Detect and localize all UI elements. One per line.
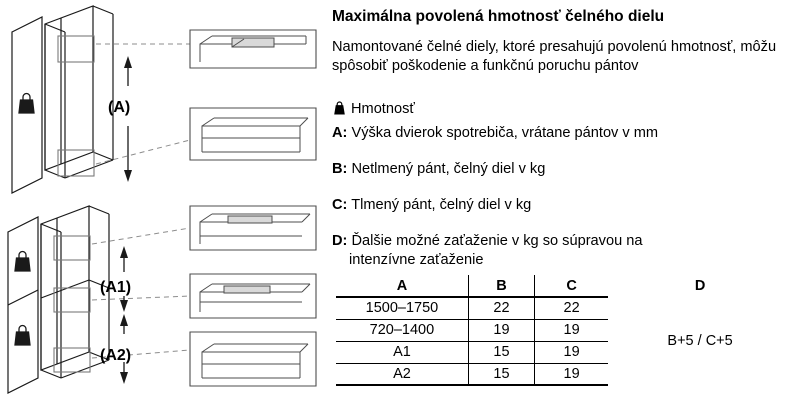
detail-lower-hinge: [190, 108, 316, 160]
legend-weight: [332, 100, 794, 119]
cell-a: A1: [336, 341, 468, 363]
label-a1: (A1): [100, 279, 132, 296]
th-a: A: [336, 275, 468, 297]
th-d: D: [694, 278, 706, 294]
table-row: [336, 297, 792, 319]
cell-d-value: B+5 / C+5: [667, 333, 733, 349]
cell-b: 15: [468, 341, 534, 363]
legend-d-key: D:: [332, 233, 348, 249]
detail-bottom-2: [190, 274, 316, 318]
page-title: Maximálna povolená hmotnosť čelného dielu: [332, 8, 665, 25]
cell-a: 1500–1750: [336, 297, 468, 319]
legend-c-text: Tlmený pánt, čelný diel v kg: [351, 197, 532, 213]
legend-weight-label: Hmotnosť: [351, 101, 415, 117]
cell-c: 19: [535, 341, 609, 363]
th-b: B: [468, 275, 534, 297]
cell-a: 720–1400: [336, 319, 468, 341]
legend-c: [332, 196, 794, 215]
cell-b: 19: [468, 319, 534, 341]
cell-a: A2: [336, 363, 468, 385]
cell-b: 22: [468, 297, 534, 319]
label-a2: (A2): [100, 347, 132, 364]
table-header-row: [336, 275, 792, 297]
illustration-svg: [0, 0, 330, 400]
legend-a-text: Výška dvierok spotrebiča, vrátane pántov v mm: [351, 125, 659, 141]
detail-bottom-1: [190, 206, 316, 250]
legend-a: [332, 124, 794, 143]
cell-c: 22: [535, 297, 609, 319]
detail-bottom-3: [190, 332, 316, 386]
text-panel: [332, 0, 800, 400]
bottom-appliance-body: [41, 206, 109, 378]
legend-d: [332, 232, 794, 271]
top-appliance-body: [45, 6, 113, 178]
weight-icon: [332, 101, 347, 116]
cell-c: 19: [535, 319, 609, 341]
th-c: C: [535, 275, 609, 297]
cell-b: 15: [468, 363, 534, 385]
appliance-door-illustration: [0, 0, 330, 400]
legend-c-key: C:: [332, 197, 348, 213]
cell-c: 19: [535, 363, 609, 385]
intro-paragraph: Namontované čelné diely, ktoré presahujú povolenú hmotnosť, môžu spôsobiť poškodenie a funkčnú poruchu pántov: [332, 39, 777, 75]
detail-upper-hinge: [190, 30, 316, 68]
legend-b-key: B:: [332, 161, 348, 177]
dimension-arrow-a: [124, 56, 132, 182]
legend-b: [332, 160, 794, 179]
weight-limits-table: [336, 275, 792, 386]
legend-a-key: A:: [332, 125, 348, 141]
label-a: (A): [108, 99, 131, 116]
bottom-front-panel: [8, 217, 38, 393]
legend-b-text: Netlmený pánt, čelný diel v kg: [351, 161, 546, 177]
legend-d-text-cont: intenzívne zaťaženie: [349, 252, 484, 269]
legend-d-text: Ďalšie možné zaťaženie v kg so súpravou na: [351, 233, 643, 249]
